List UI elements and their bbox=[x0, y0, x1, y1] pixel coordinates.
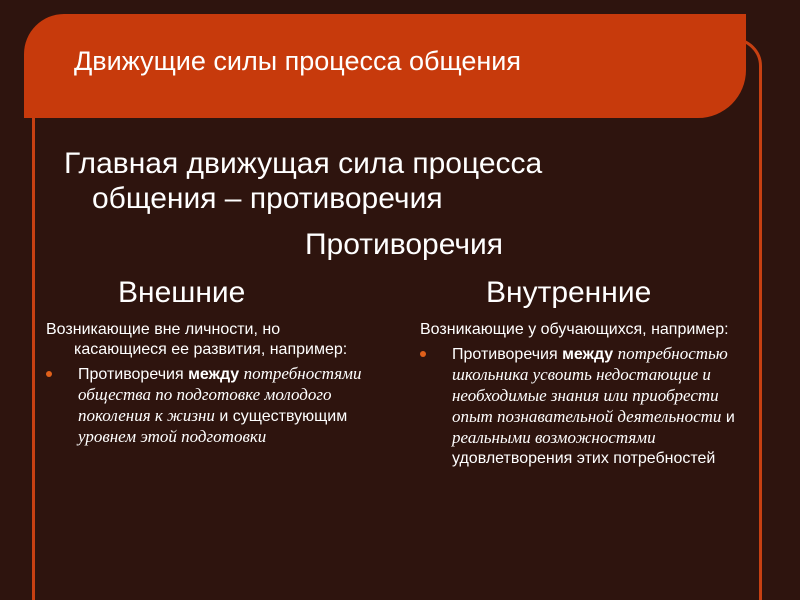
contradictions-heading: Противоречия bbox=[304, 228, 504, 261]
internal-bullet-bold: между bbox=[562, 346, 614, 363]
bullet-dot-icon bbox=[46, 371, 52, 377]
external-intro: Возникающие вне личности, но касающиеся ее развития, например: bbox=[46, 321, 348, 358]
external-bullet-bold: между bbox=[188, 366, 240, 383]
internal-bullet bbox=[420, 344, 750, 469]
internal-bullet-plain2: удовлетворения этих потребностей bbox=[452, 450, 716, 467]
external-bullet-italic1: потребностями общества по подготовке молодого поколения к жизни bbox=[78, 364, 362, 425]
internal-bullet-lead: Противоречия bbox=[452, 346, 563, 363]
external-bullet-plain1: и существующим bbox=[214, 408, 348, 425]
external-bullet bbox=[46, 364, 376, 448]
main-statement-line1: Главная движущая сила процесса bbox=[64, 147, 543, 180]
main-statement-line2: общения – противоречия bbox=[92, 182, 443, 215]
internal-bullet-plain1: и bbox=[721, 409, 735, 426]
slide-title: Движущие силы процесса общения bbox=[74, 46, 522, 76]
internal-column bbox=[420, 320, 750, 469]
external-bullet-lead: Противоречия bbox=[78, 366, 189, 383]
internal-bullet-italic1: потребностью школьника усвоить недостающие и необходимые знания или приобрести опыт познавательной деятельности bbox=[452, 344, 728, 426]
bullet-dot-icon bbox=[420, 351, 426, 357]
slide-frame bbox=[32, 38, 762, 600]
external-column bbox=[46, 320, 376, 448]
internal-heading: Внутренние bbox=[486, 276, 652, 309]
internal-intro: Возникающие у обучающихся, например: bbox=[420, 321, 729, 338]
external-heading: Внешние bbox=[118, 276, 246, 309]
internal-bullet-italic2: реальными возможностями bbox=[452, 428, 656, 447]
main-statement bbox=[64, 146, 704, 216]
external-bullet-italic2: уровнем этой подготовки bbox=[78, 427, 267, 446]
